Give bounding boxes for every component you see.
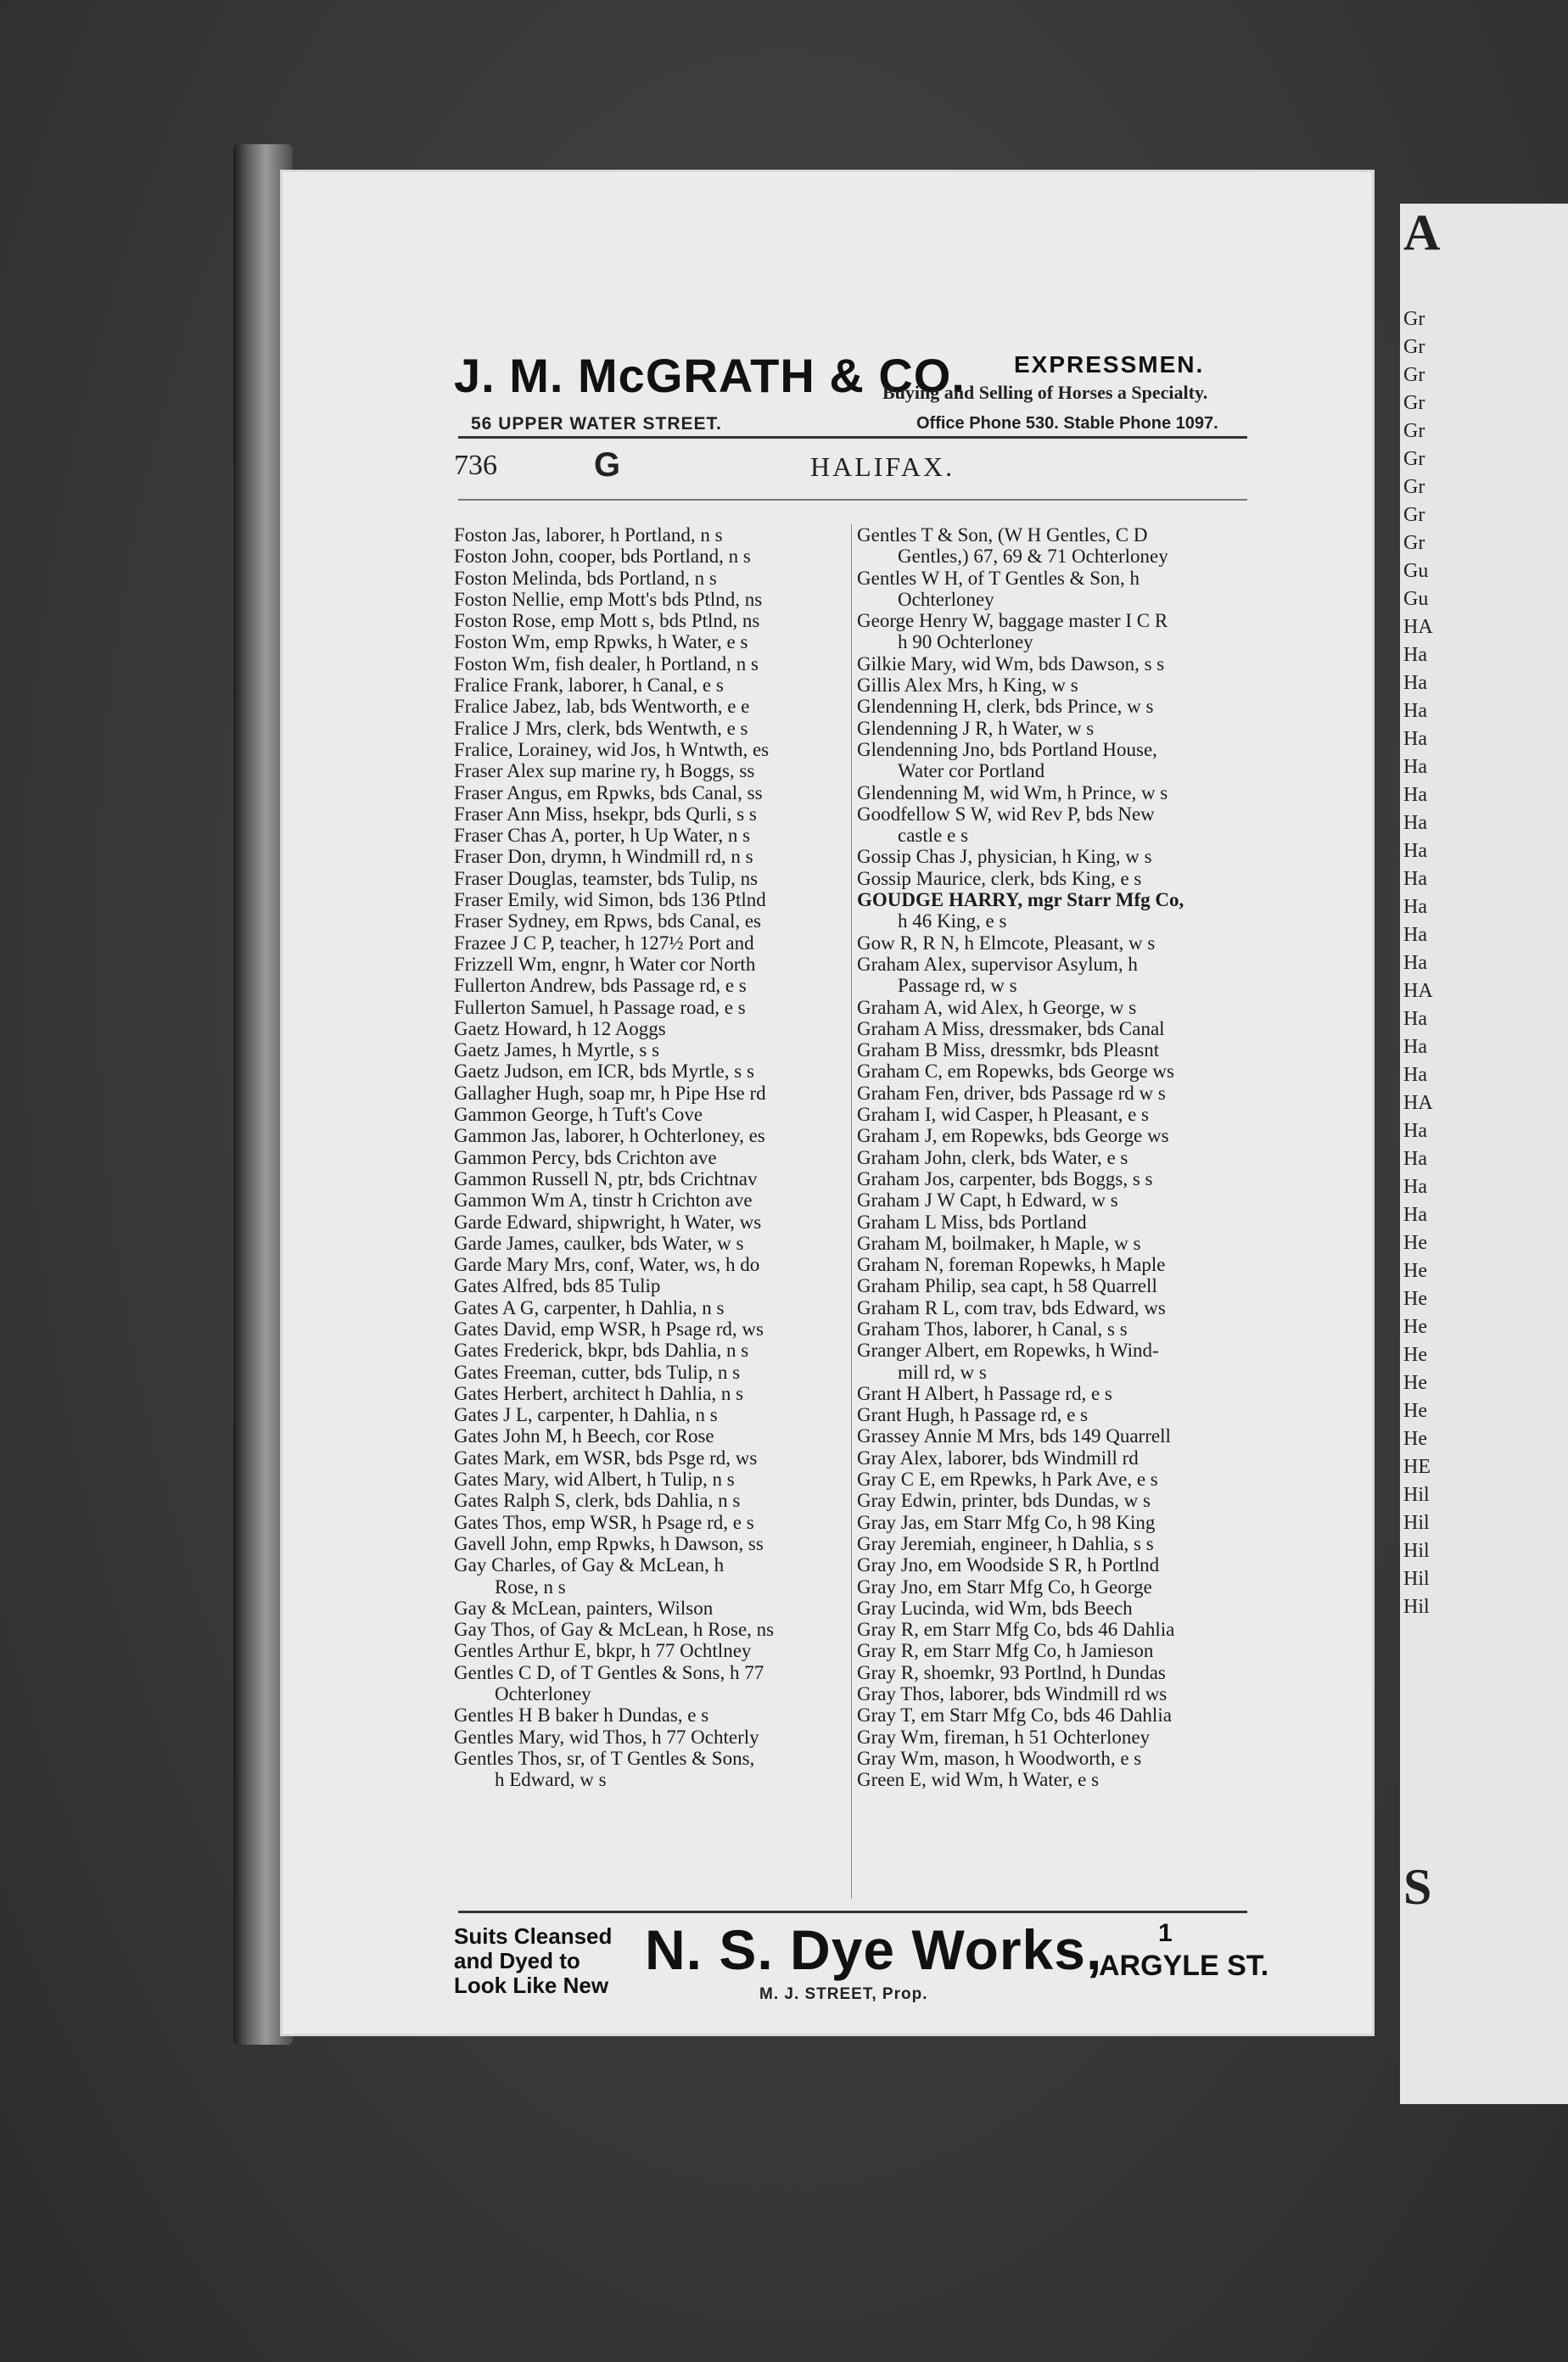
directory-entry: Ochterloney — [495, 1683, 591, 1705]
directory-entry: Water cor Portland — [898, 760, 1045, 782]
facing-page-text-fragment: Gu — [1403, 588, 1429, 610]
directory-entry: Fraser Alex sup marine ry, h Boggs, ss — [454, 760, 755, 782]
directory-entry: Gossip Maurice, clerk, bds King, e s — [857, 867, 1142, 889]
facing-page-text-fragment: Ha — [1403, 644, 1427, 666]
directory-entry: Gammon George, h Tuft's Cove — [454, 1104, 703, 1126]
directory-entry: Gray Jas, em Starr Mfg Co, h 98 King — [857, 1511, 1156, 1533]
directory-entry: Fraser Sydney, em Rpws, bds Canal, es — [454, 910, 761, 932]
directory-entry: Gay & McLean, painters, Wilson — [454, 1597, 714, 1619]
directory-entry: Graham John, clerk, bds Water, e s — [857, 1146, 1128, 1168]
facing-page-text-fragment: Ha — [1403, 840, 1427, 862]
facing-page-text-fragment: Gr — [1403, 476, 1425, 498]
directory-entry: Fralice Jabez, lab, bds Wentworth, e e — [454, 696, 750, 718]
directory-entry: Gossip Chas J, physician, h King, w s — [857, 846, 1152, 868]
facing-page-text-fragment: Gr — [1403, 420, 1425, 442]
slogan-line: Look Like New — [454, 1973, 609, 1998]
directory-entry: Gates Thos, emp WSR, h Psage rd, e s — [454, 1511, 754, 1533]
directory-entry: h Edward, w s — [495, 1769, 607, 1791]
directory-entry: Foston John, cooper, bds Portland, n s — [454, 546, 751, 568]
directory-entry: Passage rd, w s — [898, 975, 1017, 997]
directory-entry: Gray Jno, em Woodside S R, h Portlnd — [857, 1554, 1160, 1576]
directory-entry: Gammon Jas, laborer, h Ochterloney, es — [454, 1125, 765, 1147]
facing-page-text-fragment: Ha — [1403, 896, 1427, 918]
facing-page-text-fragment: Ha — [1403, 812, 1427, 834]
directory-entry: Gentles W H, of T Gentles & Son, h — [857, 567, 1140, 589]
directory-entry: Gentles H B baker h Dundas, e s — [454, 1704, 709, 1727]
directory-entry: Gray R, em Starr Mfg Co, h Jamieson — [857, 1640, 1154, 1662]
directory-entry: Gillis Alex Mrs, h King, w s — [857, 674, 1078, 697]
directory-entry: Gray Jeremiah, engineer, h Dahlia, s s — [857, 1532, 1154, 1554]
facing-page-text-fragment: Ha — [1403, 784, 1427, 806]
facing-page-text-fragment: HA — [1403, 980, 1433, 1002]
directory-entry: Fraser Douglas, teamster, bds Tulip, ns — [454, 867, 759, 889]
right-column — [857, 524, 1256, 1791]
left-column — [454, 524, 848, 1791]
facing-page-text-fragment: Ha — [1403, 1120, 1427, 1142]
column-divider — [851, 524, 852, 1899]
directory-entry: Garde Mary Mrs, conf, Water, ws, h do — [454, 1254, 760, 1276]
facing-page-text-fragment: Gr — [1403, 532, 1425, 554]
facing-page-text-fragment: A — [1403, 204, 1441, 260]
directory-entry: Foston Wm, emp Rpwks, h Water, e s — [454, 631, 748, 653]
directory-entry: Rose, n s — [495, 1576, 566, 1598]
directory-entry: Graham Alex, supervisor Asylum, h — [857, 953, 1138, 975]
running-head-rule — [458, 499, 1247, 501]
facing-page — [1400, 204, 1568, 2104]
directory-entry: Ochterloney — [898, 588, 994, 610]
header-rule — [458, 436, 1247, 439]
directory-entry: Fraser Angus, em Rpwks, bds Canal, ss — [454, 781, 763, 803]
facing-page-text-fragment: S — [1403, 1859, 1432, 1915]
directory-page — [280, 170, 1375, 2036]
directory-entry: Gilkie Mary, wid Wm, bds Dawson, s s — [857, 652, 1165, 674]
directory-entry: Fraser Chas A, porter, h Up Water, n s — [454, 825, 751, 847]
section-letter: G — [594, 446, 621, 484]
directory-entry: Gavell John, emp Rpwks, h Dawson, ss — [454, 1532, 764, 1554]
firm-address: 56 UPPER WATER STREET. — [471, 414, 722, 434]
directory-entry: Grant H Albert, h Passage rd, e s — [857, 1382, 1112, 1404]
directory-entry: Glendenning H, clerk, bds Prince, w s — [857, 696, 1154, 718]
directory-entry: Gray Wm, fireman, h 51 Ochterloney — [857, 1726, 1151, 1748]
directory-entry: Gaetz Judson, em ICR, bds Myrtle, s s — [454, 1061, 754, 1083]
facing-page-text-fragment: Ha — [1403, 1176, 1427, 1198]
facing-page-text-fragment: HE — [1403, 1456, 1431, 1478]
directory-entry: Gray Lucinda, wid Wm, bds Beech — [857, 1597, 1133, 1619]
directory-entry: Gates Alfred, bds 85 Tulip — [454, 1275, 661, 1297]
directory-entry: castle e s — [898, 825, 969, 847]
directory-entry: Gay Charles, of Gay & McLean, h — [454, 1554, 725, 1576]
directory-entry: Graham M, boilmaker, h Maple, w s — [857, 1232, 1141, 1254]
footer-ad-slogan — [454, 1924, 612, 1998]
directory-entry: Frizzell Wm, engnr, h Water cor North — [454, 953, 756, 975]
directory-entry: Gray R, em Starr Mfg Co, bds 46 Dahlia — [857, 1619, 1175, 1641]
facing-page-text-fragment: He — [1403, 1372, 1427, 1394]
facing-page-text-fragment: Gu — [1403, 560, 1429, 582]
directory-entry: Gates Freeman, cutter, bds Tulip, n s — [454, 1361, 741, 1383]
facing-page-text-fragment: Ha — [1403, 1064, 1427, 1086]
directory-entry: Graham A, wid Alex, h George, w s — [857, 996, 1137, 1018]
directory-entry: Gentles,) 67, 69 & 71 Ochterloney — [898, 546, 1168, 568]
firm-name: J. M. McGRATH & CO. — [454, 349, 966, 402]
directory-entry: Gates David, emp WSR, h Psage rd, ws — [454, 1318, 764, 1340]
directory-entry: Garde James, caulker, bds Water, w s — [454, 1232, 744, 1254]
directory-entry: Foston Nellie, emp Mott's bds Ptlnd, ns — [454, 588, 763, 610]
facing-page-text-fragment: Ha — [1403, 700, 1427, 722]
directory-entry: Goodfellow S W, wid Rev P, bds New — [857, 803, 1155, 825]
directory-entry: Gentles Mary, wid Thos, h 77 Ochterly — [454, 1726, 759, 1748]
directory-entry: Gates Ralph S, clerk, bds Dahlia, n s — [454, 1490, 741, 1512]
facing-page-text-fragment: Gr — [1403, 336, 1425, 358]
directory-entry: Gates Mark, em WSR, bds Psge rd, ws — [454, 1447, 758, 1469]
directory-entry: Fralice J Mrs, clerk, bds Wentwth, e s — [454, 717, 748, 739]
facing-page-text-fragment: Gr — [1403, 392, 1425, 414]
directory-entry: Fraser Ann Miss, hsekpr, bds Qurli, s s — [454, 803, 757, 825]
directory-entry: Gray T, em Starr Mfg Co, bds 46 Dahlia — [857, 1704, 1172, 1727]
directory-entry: Graham A Miss, dressmaker, bds Canal — [857, 1017, 1165, 1039]
facing-page-text-fragment: Hil — [1403, 1512, 1430, 1534]
directory-entry: Gates Herbert, architect h Dahlia, n s — [454, 1382, 744, 1404]
directory-entry: Foston Rose, emp Mott s, bds Ptlnd, ns — [454, 610, 760, 632]
directory-entry: Gaetz James, h Myrtle, s s — [454, 1039, 660, 1061]
facing-page-text-fragment: HA — [1403, 616, 1433, 638]
directory-entry: Gates Frederick, bkpr, bds Dahlia, n s — [454, 1340, 749, 1362]
directory-entry: Fralice, Lorainey, wid Jos, h Wntwth, es — [454, 738, 770, 760]
directory-entry: Grassey Annie M Mrs, bds 149 Quarrell — [857, 1425, 1171, 1447]
directory-entry: Grant Hugh, h Passage rd, e s — [857, 1404, 1089, 1426]
directory-entry: Graham J W Capt, h Edward, w s — [857, 1189, 1118, 1212]
directory-entry: Gates Mary, wid Albert, h Tulip, n s — [454, 1469, 735, 1491]
directory-entry: Gray Edwin, printer, bds Dundas, w s — [857, 1490, 1151, 1512]
facing-page-text-fragment: He — [1403, 1288, 1427, 1310]
facing-page-text-fragment: Hil — [1403, 1540, 1430, 1562]
facing-page-text-fragment: Ha — [1403, 1148, 1427, 1170]
facing-page-text-fragment: He — [1403, 1232, 1427, 1254]
directory-entry: Graham Philip, sea capt, h 58 Quarrell — [857, 1275, 1157, 1297]
expressmen-phones: Office Phone 530. Stable Phone 1097. — [916, 414, 1218, 433]
facing-page-text-fragment: Gr — [1403, 448, 1425, 470]
directory-entry: Graham B Miss, dressmkr, bds Pleasnt — [857, 1039, 1160, 1061]
expressmen-specialty: Buying and Selling of Horses a Specialty. — [882, 382, 1208, 403]
facing-page-text-fragment: Ha — [1403, 1008, 1427, 1030]
directory-entry: Glendenning J R, h Water, w s — [857, 717, 1095, 739]
facing-page-text-fragment: Hil — [1403, 1484, 1430, 1506]
directory-entry: Graham J, em Ropewks, bds George ws — [857, 1125, 1169, 1147]
facing-page-text-fragment: He — [1403, 1428, 1427, 1450]
directory-entry: Frazee J C P, teacher, h 127½ Port and — [454, 932, 754, 954]
directory-entry: Gammon Russell N, ptr, bds Crichtnav — [454, 1167, 758, 1189]
directory-entry: Fullerton Andrew, bds Passage rd, e s — [454, 975, 747, 997]
facing-page-text-fragment: He — [1403, 1400, 1427, 1422]
directory-entry: Graham Thos, laborer, h Canal, s s — [857, 1318, 1128, 1340]
directory-entry: Gay Thos, of Gay & McLean, h Rose, ns — [454, 1619, 775, 1641]
facing-page-text-fragment: He — [1403, 1316, 1427, 1338]
directory-entry: Graham R L, com trav, bds Edward, ws — [857, 1296, 1166, 1318]
directory-entry: Gow R, R N, h Elmcote, Pleasant, w s — [857, 932, 1156, 954]
facing-page-text-fragment: Gr — [1403, 364, 1425, 386]
footer-ad — [454, 1918, 1269, 2026]
directory-entry: Fraser Don, drymn, h Windmill rd, n s — [454, 846, 753, 868]
directory-entry: Fullerton Samuel, h Passage road, e s — [454, 996, 746, 1018]
directory-entry: Glendenning Jno, bds Portland House, — [857, 738, 1157, 760]
directory-entry: Fralice Frank, laborer, h Canal, e s — [454, 674, 724, 697]
directory-entry: Graham L Miss, bds Portland — [857, 1211, 1087, 1233]
directory-entry: George Henry W, baggage master I C R — [857, 610, 1168, 632]
directory-entry: mill rd, w s — [898, 1361, 987, 1383]
directory-entry: Graham C, em Ropewks, bds George ws — [857, 1061, 1174, 1083]
facing-page-text-fragment: He — [1403, 1344, 1427, 1366]
directory-entry: Graham N, foreman Ropewks, h Maple — [857, 1254, 1166, 1276]
proprietor: M. J. STREET, Prop. — [759, 1985, 928, 2003]
street-name: ARGYLE ST. — [1099, 1950, 1269, 1982]
directory-entry: Gentles Arthur E, bkpr, h 77 Ochtlney — [454, 1640, 752, 1662]
facing-page-text-fragment: Ha — [1403, 868, 1427, 890]
facing-page-text-fragment: Ha — [1403, 756, 1427, 778]
slogan-line: and Dyed to — [454, 1948, 580, 1973]
facing-page-text-fragment: Gr — [1403, 308, 1425, 330]
directory-entry: Gates John M, h Beech, cor Rose — [454, 1425, 714, 1447]
directory-entry: Gentles C D, of T Gentles & Sons, h 77 — [454, 1661, 764, 1683]
directory-entry: Graham I, wid Casper, h Pleasant, e s — [857, 1104, 1149, 1126]
facing-page-text-fragment: Gr — [1403, 504, 1425, 526]
facing-page-text-fragment: Ha — [1403, 924, 1427, 946]
directory-entry: Gray C E, em Rpewks, h Park Ave, e s — [857, 1469, 1158, 1491]
directory-entry: Gray R, shoemkr, 93 Portlnd, h Dundas — [857, 1661, 1166, 1683]
directory-entry: Gates A G, carpenter, h Dahlia, n s — [454, 1296, 725, 1318]
directory-entry: Foston Melinda, bds Portland, n s — [454, 567, 717, 589]
directory-entry: Foston Wm, fish dealer, h Portland, n s — [454, 652, 759, 674]
directory-entry: Gentles T & Son, (W H Gentles, C D — [857, 524, 1148, 546]
directory-entry: Gray Jno, em Starr Mfg Co, h George — [857, 1576, 1152, 1598]
facing-page-text-fragment: HA — [1403, 1092, 1433, 1114]
directory-entry: Graham Jos, carpenter, bds Boggs, s s — [857, 1167, 1153, 1189]
facing-page-text-fragment: Hil — [1403, 1568, 1430, 1590]
directory-entry: Gammon Wm A, tinstr h Crichton ave — [454, 1189, 753, 1212]
directory-entry: Gammon Percy, bds Crichton ave — [454, 1146, 717, 1168]
page-header-ad — [454, 348, 1532, 433]
facing-page-text-fragment: Ha — [1403, 1036, 1427, 1058]
directory-entry: Glendenning M, wid Wm, h Prince, w s — [857, 781, 1168, 803]
running-head — [454, 446, 1243, 492]
directory-entry: h 90 Ochterloney — [898, 631, 1033, 653]
directory-entry: Gaetz Howard, h 12 Aoggs — [454, 1017, 666, 1039]
facing-page-text-fragment: Ha — [1403, 1204, 1427, 1226]
directory-entry: Foston Jas, laborer, h Portland, n s — [454, 524, 723, 546]
facing-page-text-fragment: Ha — [1403, 672, 1427, 694]
directory-entry: Granger Albert, em Ropewks, h Wind- — [857, 1340, 1159, 1362]
directory-entry: Fraser Emily, wid Simon, bds 136 Ptlnd — [454, 889, 766, 911]
dye-works-name: N. S. Dye Works, — [645, 1918, 1103, 1981]
city-title: HALIFAX. — [810, 451, 955, 482]
directory-entry: Gray Wm, mason, h Woodworth, e s — [857, 1747, 1142, 1769]
facing-page-text-fragment: Ha — [1403, 952, 1427, 974]
directory-entry: Gray Alex, laborer, bds Windmill rd — [857, 1447, 1139, 1469]
footer-rule — [458, 1911, 1247, 1913]
directory-entry: GOUDGE HARRY, mgr Starr Mfg Co, — [857, 889, 1184, 911]
street-number: 1 — [1158, 1919, 1173, 1947]
facing-page-text-fragment: He — [1403, 1260, 1427, 1282]
expressmen-title: EXPRESSMEN. — [1014, 351, 1205, 378]
facing-page-text-fragment: Hil — [1403, 1596, 1430, 1618]
directory-entry: h 46 King, e s — [898, 910, 1007, 932]
directory-entry: Garde Edward, shipwright, h Water, ws — [454, 1211, 762, 1233]
directory-entry: Gallagher Hugh, soap mr, h Pipe Hse rd — [454, 1082, 766, 1104]
directory-entry: Gray Thos, laborer, bds Windmill rd ws — [857, 1683, 1168, 1705]
directory-entry: Gates J L, carpenter, h Dahlia, n s — [454, 1404, 718, 1426]
facing-page-text-fragment: Ha — [1403, 728, 1427, 750]
slogan-line: Suits Cleansed — [454, 1923, 613, 1949]
directory-entry: Green E, wid Wm, h Water, e s — [857, 1769, 1100, 1791]
directory-entry: Graham Fen, driver, bds Passage rd w s — [857, 1082, 1166, 1104]
page-number: 736 — [454, 450, 497, 481]
directory-entry: Gentles Thos, sr, of T Gentles & Sons, — [454, 1747, 755, 1769]
